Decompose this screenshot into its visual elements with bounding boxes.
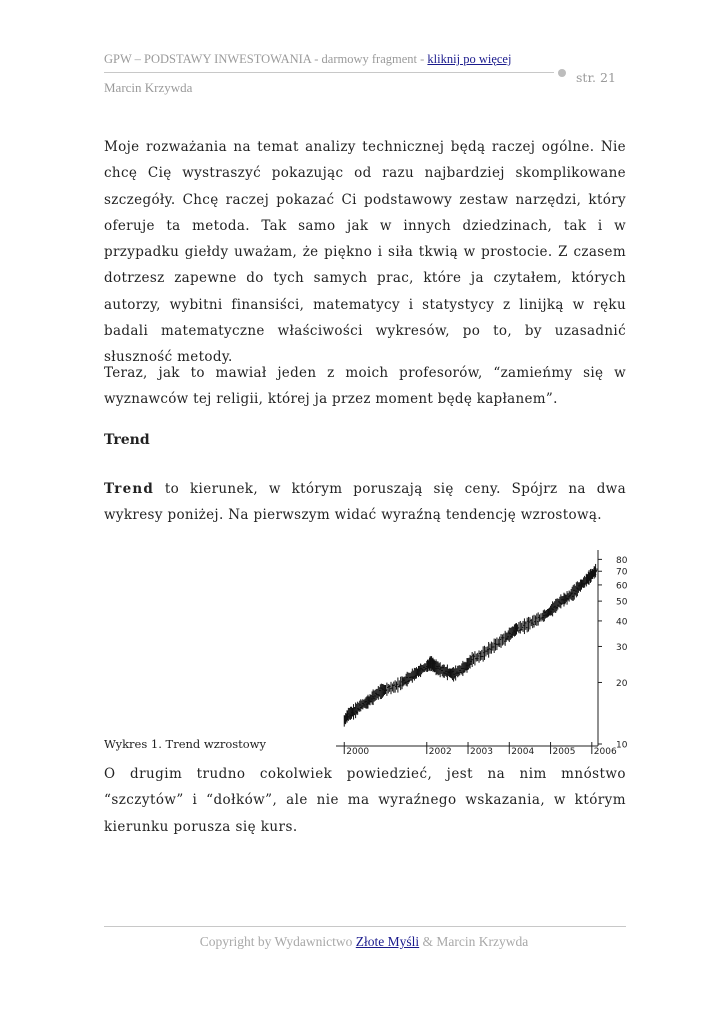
header-title: GPW – PODSTAWY INWESTOWANIA - darmowy fragment -: [104, 52, 428, 66]
y-tick-label: 50: [616, 597, 628, 608]
section-heading: Trend: [104, 432, 150, 448]
trend-definition-text: to kierunek, w którym poruszają się ceny. Spójrz na dwa wykresy poniżej. Na pierwszym widać wyraźną tendencję wzrostową.: [104, 481, 626, 524]
x-tick-label: 2003: [470, 747, 493, 757]
more-link[interactable]: kliknij po więcej: [427, 52, 512, 66]
footer-suffix: & Marcin Krzywda: [419, 934, 529, 949]
paragraph-quote: Teraz, jak to mawiał jeden z moich profesorów, “zamieńmy się w wyznawców tej religii, której ja przez moment będę kapłanem”.: [104, 365, 626, 408]
header-title-line: [104, 52, 624, 67]
x-tick-label: 2004: [511, 747, 535, 757]
trend-keyword: Trend: [104, 481, 155, 497]
x-tick-label: 2002: [428, 747, 452, 757]
paragraph-intro: Moje rozważania na temat analizy technicznej będą raczej ogólne. Nie chcę Cię wystraszyć pokazując od razu najbardziej skomplikowane szczegóły. Chcę raczej pokazać Ci podstawowy zestaw narzędzi, który oferuje ta metoda. Tak samo jak w innych dziedzinach, tak i w przypadku giełdy uważam, że piękno i siła tkwią w prostocie. Z czasem dotrzesz zapewne do tych samych prac, które ja czytałem, których autorzy, wybitni finansiści, matematycy i statystycy z linijką w ręku badali matematyczne właściwości wykresów, po to, by uzasadnić słuszność metody.: [104, 139, 626, 366]
page-header: [104, 52, 624, 95]
chart-caption: Wykres 1. Trend wzrostowy: [104, 737, 267, 751]
x-tick-label: 2000: [346, 747, 370, 757]
y-tick-label: 40: [616, 617, 628, 628]
uptrend-chart: [330, 548, 632, 758]
y-tick-label: 60: [616, 581, 628, 592]
y-tick-label: 70: [616, 567, 628, 578]
paragraph-trend-definition: [104, 476, 626, 529]
y-tick-label: 30: [616, 642, 628, 653]
header-author: Marcin Krzywda: [104, 80, 193, 95]
x-tick-label: 2005: [552, 747, 576, 757]
y-tick-label: 80: [616, 555, 628, 566]
footer-prefix: Copyright by Wydawnictwo: [199, 934, 356, 949]
footer-divider: [104, 926, 626, 927]
publisher-link[interactable]: Złote Myśli: [355, 934, 420, 949]
y-tick-label: 20: [616, 678, 628, 689]
header-bullet-icon: [558, 69, 566, 77]
page-footer: [0, 934, 728, 950]
y-tick-label: 10: [616, 740, 628, 751]
page-number: str. 21: [576, 70, 616, 85]
x-tick-label: 2006: [593, 747, 617, 757]
paragraph-second-chart: O drugim trudno cokolwiek powiedzieć, jest na nim mnóstwo “szczytów” i “dołków”, ale nie ma wyraźnego wskazania, w którym kierunku porusza się kurs.: [104, 766, 626, 835]
header-divider: [104, 72, 554, 73]
